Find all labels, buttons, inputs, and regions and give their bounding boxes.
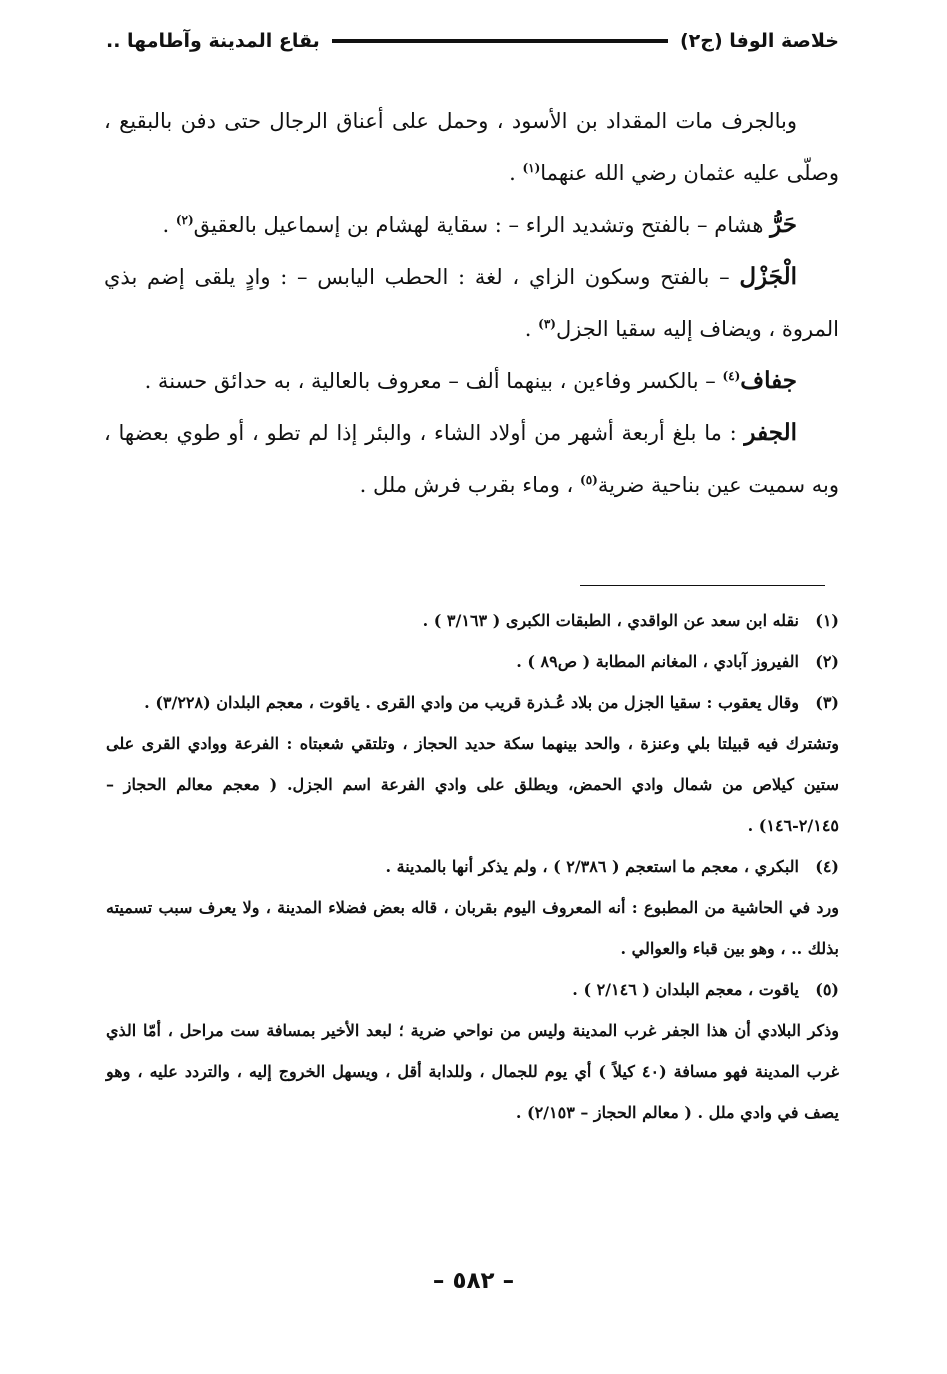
footnote-text: نقله ابن سعد عن الواقدي ، الطبقات الكبرى ( ٣/١٦٣ ) . xyxy=(422,611,799,630)
footnote-ref: (١) xyxy=(522,161,541,175)
paragraph-tail: . xyxy=(509,161,523,185)
footnote-separator xyxy=(580,585,825,586)
paragraph-text: وبالجرف مات المقداد بن الأسود ، وحمل على أعناق الرجال حتى دفن بالبقيع ، وصلّى عليه عثمان رضي الله عنهما xyxy=(104,109,839,185)
footnote-text: وتشترك فيه قبيلتا بلي وعنزة ، والحد بينهما سكة حديد الحجاز ، وتلتقي شعبتاه : الفرعة ووادي القرى على ستين كيلاص من شمال وادي الحمض، ويطلق على وادي الفرعة اسم الجزل. ( معجم معالم الحجاز – ٢/١٤٥-١٤٦) . xyxy=(106,734,840,835)
paragraph-text: – بالكسر وفاءين ، بينهما ألف – معروف بالعالية ، به حدائق حسنة . xyxy=(144,369,723,393)
paragraph-tail: ، وماء بقرب فرش ملل . xyxy=(359,473,580,497)
paragraph-text: – بالفتح وسكون الزاي ، لغة : الحطب اليابس – : وادٍ يلقى إضم بذي المروة ، ويضاف إليه سقيا الجزل xyxy=(104,265,839,341)
entry-keyword: جفاف xyxy=(740,367,797,394)
paragraph-text: هشام – بالفتح وتشديد الراء – : سقاية لهشام بن إسماعيل بالعقيق xyxy=(193,213,771,237)
paragraph xyxy=(104,199,839,251)
paragraph xyxy=(104,95,839,199)
footnote-text: وذكر البلادي أن هذا الجفر غرب المدينة وليس من نواحي ضرية ؛ لبعد الأخير بمسافة ست مراحل ، أمّا الذي غرب المدينة فهو مسافة (٤٠ كيلاً ) أي يوم للجمال ، وللدابة أقل ، ويسهل الخروج إليه ، والتردد عليه ، وهو يصف في وادي ملل . ( معالم الحجاز – ٢/١٥٣) . xyxy=(106,1021,840,1122)
footnote xyxy=(106,600,839,641)
footnote-continuation xyxy=(106,1010,839,1133)
footnote-ref: (٥) xyxy=(580,473,598,487)
footnote-number: (٤) xyxy=(815,857,839,876)
footnote-continuation xyxy=(106,887,839,969)
footnote-ref: (٢) xyxy=(175,213,194,227)
page-number: – ٥٨٢ – xyxy=(432,1268,515,1294)
footnote-continuation xyxy=(106,723,839,846)
header-section-title: بقاع المدينة وآطامها .. xyxy=(106,30,320,52)
entry-keyword: الْجَزْل xyxy=(739,263,797,290)
main-text xyxy=(104,95,839,511)
footnote-text: ورد في الحاشية من المطبوع : أنه المعروف اليوم بقربان ، قاله بعض فضلاء المدينة ، ولا يعرف سبب تسميته بذلك .. ، وهو بين قباء والعوالي . xyxy=(106,898,839,958)
paragraph xyxy=(104,407,839,511)
footnote-text: البكري ، معجم ما استعجم ( ٢/٣٨٦ ) ، ولم يذكر أنها بالمدينة . xyxy=(385,857,799,876)
entry-keyword: حَرُّ xyxy=(770,211,797,238)
footnote xyxy=(106,682,839,723)
footnotes xyxy=(106,600,839,1133)
header-book-title: خلاصة الوفا (ج٢) xyxy=(679,30,839,52)
footnote xyxy=(106,846,839,887)
footnote-text: ياقوت ، معجم البلدان ( ٢/١٤٦ ) . xyxy=(572,980,799,999)
entry-keyword: الجفر xyxy=(744,419,797,446)
footnote-ref: (٤) xyxy=(722,369,741,383)
running-header xyxy=(106,26,839,56)
footnote-number: (٢) xyxy=(815,652,839,671)
paragraph-text: : ما بلغ أربعة أشهر من أولاد الشاء ، والبئر إذا لم تطو ، أو طوي بعضها ، وبه سميت عين بناحية ضرية xyxy=(104,421,839,497)
footnote-ref: (٣) xyxy=(538,317,556,331)
footnote xyxy=(106,641,839,682)
paragraph xyxy=(104,355,839,407)
paragraph xyxy=(104,251,839,355)
header-rule xyxy=(332,39,668,43)
footnote-text: الفيروز آبادي ، المغانم المطابة ( ص٨٩ ) . xyxy=(516,652,799,671)
footnote-text: وقال يعقوب : سقيا الجزل من بلاد عُـذرة قريب من وادي القرى . ياقوت ، معجم البلدان (٣/٢٢٨) . xyxy=(144,693,799,712)
footnote-number: (١) xyxy=(815,611,839,630)
paragraph-tail: . xyxy=(524,317,539,341)
footnote-number: (٣) xyxy=(815,693,839,712)
paragraph-tail: . xyxy=(162,213,176,237)
footnote-number: (٥) xyxy=(815,980,839,999)
footnote xyxy=(106,969,839,1010)
